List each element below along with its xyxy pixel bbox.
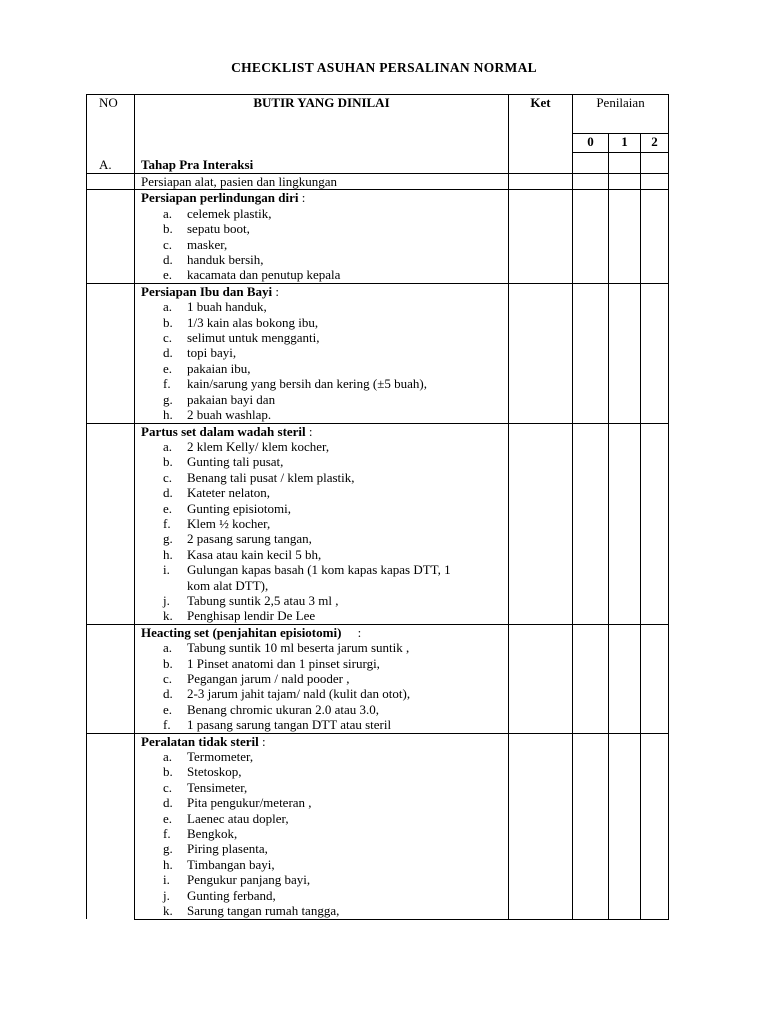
section-title-suffix: : [341, 624, 362, 640]
list-item-text: Benang chromic ukuran 2.0 atau 3.0, [187, 701, 380, 717]
section-title-suffix: : [305, 423, 313, 439]
stage-title: Tahap Pra Interaksi [135, 153, 509, 174]
list-item-marker: a. [163, 205, 173, 221]
row-ket-cell [509, 733, 573, 919]
row-score-2-cell[interactable] [641, 190, 669, 283]
row-content-cell [135, 733, 509, 919]
row-score-2-cell[interactable] [641, 283, 669, 423]
section-title: Partus set dalam wadah steril [141, 423, 306, 439]
list-item-text: Sarung tangan rumah tangga, [187, 903, 340, 919]
list-item-marker: d. [163, 485, 173, 501]
row-number-cell [87, 624, 135, 733]
row-score-0-cell[interactable] [573, 174, 609, 190]
stage-score-2-cell[interactable] [641, 153, 669, 174]
list-item [141, 780, 508, 795]
section-title-suffix: : [298, 190, 306, 206]
list-item-text: masker, [187, 236, 228, 252]
list-item-marker: k. [163, 903, 173, 919]
list-item [141, 811, 508, 826]
list-item-marker: c. [163, 236, 173, 252]
list-item [141, 361, 508, 376]
list-item-marker: b. [163, 314, 173, 330]
item-list [141, 749, 508, 918]
list-item-marker: b. [163, 655, 173, 671]
list-item [141, 376, 508, 391]
score-header-0: 0 [573, 134, 609, 153]
list-item-text: kain/sarung yang bersih dan kering (±5 buah), [187, 376, 427, 392]
header-penilaian: Penilaian [573, 95, 669, 134]
list-item-text: pakaian bayi dan [187, 391, 276, 407]
list-item-marker: i. [163, 872, 170, 888]
list-item-text: Klem ½ kocher, [187, 515, 271, 531]
list-item [141, 206, 508, 221]
row-score-2-cell[interactable] [641, 733, 669, 919]
row-plain-text: Persiapan alat, pasien dan lingkungan [141, 174, 338, 189]
list-item-marker: g. [163, 391, 173, 407]
list-item [141, 717, 508, 732]
section-heading [141, 284, 508, 299]
list-item-text: 2 klem Kelly/ klem kocher, [187, 438, 330, 454]
list-item-marker: a. [163, 299, 173, 315]
list-item-text: Tabung suntik 10 ml beserta jarum suntik , [187, 640, 410, 656]
row-ket-cell [509, 624, 573, 733]
list-item-text: Tensimeter, [187, 779, 248, 795]
row-score-2-cell[interactable] [641, 174, 669, 190]
list-item-marker: i. [163, 562, 170, 578]
section-title-suffix: : [258, 733, 266, 749]
list-item-marker: h. [163, 546, 173, 562]
list-item-marker: h. [163, 856, 173, 872]
checklist-row [87, 624, 669, 733]
row-number-cell [87, 174, 135, 190]
list-item [141, 640, 508, 655]
item-list [141, 299, 508, 422]
list-item [141, 857, 508, 872]
list-item-text: sepatu boot, [187, 221, 250, 237]
row-number-cell [87, 733, 135, 919]
list-item-marker: c. [163, 671, 173, 686]
list-item-text: Kateter nelaton, [187, 485, 271, 501]
checklist-row [87, 190, 669, 283]
list-item-text: Termometer, [187, 749, 254, 765]
section-heading [141, 424, 508, 439]
list-item [141, 593, 508, 608]
list-item-marker: a. [163, 438, 173, 454]
list-item-marker: d. [163, 345, 173, 361]
list-item-marker: f. [163, 376, 171, 392]
list-item [141, 795, 508, 810]
page-title: CHECKLIST ASUHAN PERSALINAN NORMAL [231, 60, 537, 75]
section-heading [141, 734, 508, 749]
list-item-text: 2 pasang sarung tangan, [187, 531, 312, 547]
row-content-cell [135, 624, 509, 733]
list-item-text: celemek plastik, [187, 205, 272, 221]
row-content-cell [135, 283, 509, 423]
row-ket-cell [509, 174, 573, 190]
list-item [141, 702, 508, 717]
row-ket-cell [509, 190, 573, 283]
row-number-cell [87, 283, 135, 423]
header-row [87, 95, 669, 134]
section-heading [141, 190, 508, 205]
stage-ket-cell [509, 153, 573, 174]
list-item-marker: d. [163, 252, 173, 268]
item-list [141, 439, 508, 624]
list-item-text: 1 buah handuk, [187, 299, 267, 315]
score-header-1: 1 [609, 134, 641, 153]
list-item [141, 608, 508, 623]
list-item [141, 392, 508, 407]
row-score-1-cell[interactable] [609, 190, 641, 283]
stage-score-1-cell[interactable] [609, 153, 641, 174]
header-ket: Ket [509, 95, 573, 153]
list-item-text: Timbangan bayi, [187, 856, 275, 872]
checklist-row [87, 733, 669, 919]
list-item-marker: e. [163, 267, 173, 283]
item-list [141, 640, 508, 732]
list-item-text: Pegangan jarum / nald pooder , [187, 671, 350, 686]
list-item-marker: c. [163, 779, 173, 795]
row-score-1-cell[interactable] [609, 174, 641, 190]
list-item-marker: d. [163, 686, 173, 702]
list-item [141, 841, 508, 856]
list-item [141, 686, 508, 701]
list-item-text: 1/3 kain alas bokong ibu, [187, 314, 319, 330]
list-item-text: Gunting episiotomi, [187, 500, 291, 516]
list-item [141, 454, 508, 469]
header-no: NO [87, 95, 135, 153]
list-item [141, 267, 508, 282]
list-item-marker: f. [163, 515, 171, 531]
list-item-marker: j. [163, 592, 170, 608]
list-item-marker: d. [163, 795, 173, 811]
row-score-0-cell[interactable] [573, 423, 609, 624]
checklist-row [87, 283, 669, 423]
list-item-text: pakaian ibu, [187, 360, 251, 376]
header-butir: BUTIR YANG DINILAI [135, 95, 509, 153]
list-item-marker: e. [163, 701, 173, 717]
list-item [141, 516, 508, 531]
list-item [141, 578, 508, 593]
row-score-0-cell[interactable] [573, 624, 609, 733]
section-title: Persiapan Ibu dan Bayi [141, 283, 273, 299]
list-item-text: Gunting ferband, [187, 887, 276, 903]
list-item [141, 299, 508, 314]
list-item-marker: g. [163, 531, 173, 547]
list-item [141, 671, 508, 686]
checklist-row [87, 423, 669, 624]
list-item-marker: j. [163, 887, 170, 903]
list-item [141, 764, 508, 779]
list-item-text: Penghisap lendir De Lee [187, 608, 316, 624]
list-item [141, 252, 508, 267]
list-item [141, 345, 508, 360]
list-item-marker: f. [163, 826, 171, 842]
section-heading [141, 625, 508, 640]
row-number-cell [87, 190, 135, 283]
list-item-text: Gulungan kapas basah (1 kom kapas kapas DTT, 1 [187, 562, 451, 578]
list-item [141, 315, 508, 330]
list-item [141, 531, 508, 546]
list-item [141, 485, 508, 500]
row-score-2-cell[interactable] [641, 624, 669, 733]
list-item-marker: e. [163, 500, 173, 516]
list-item-text: kom alat DTT), [187, 577, 269, 593]
list-item [141, 872, 508, 887]
list-item [141, 903, 508, 918]
list-item-text: Laenec atau dopler, [187, 810, 289, 826]
checklist-row [87, 174, 669, 190]
list-item-text: Tabung suntik 2,5 atau 3 ml , [187, 592, 339, 608]
list-item [141, 439, 508, 454]
list-item-marker: a. [163, 640, 173, 656]
list-item-text: Piring plasenta, [187, 841, 268, 857]
list-item-text: 1 Pinset anatomi dan 1 pinset sirurgi, [187, 655, 380, 671]
list-item-marker: g. [163, 841, 173, 857]
list-item-marker: h. [163, 407, 173, 423]
item-list [141, 206, 508, 283]
list-item-text: 2-3 jarum jahit tajam/ nald (kulit dan otot), [187, 686, 411, 702]
list-item-marker: k. [163, 608, 173, 624]
list-item-text: selimut untuk mengganti, [187, 330, 320, 346]
list-item-text: Pita pengukur/meteran , [187, 795, 312, 811]
list-item-text: Pengukur panjang bayi, [187, 872, 311, 888]
list-item-text: handuk bersih, [187, 252, 264, 268]
stage-row [87, 153, 669, 174]
list-item [141, 221, 508, 236]
section-title: Persiapan perlindungan diri [141, 190, 299, 206]
list-item-marker: c. [163, 330, 173, 346]
row-content-cell [135, 190, 509, 283]
row-ket-cell [509, 283, 573, 423]
row-score-1-cell[interactable] [609, 733, 641, 919]
list-item [141, 656, 508, 671]
list-item-marker: a. [163, 749, 173, 765]
row-number-cell [87, 423, 135, 624]
row-content-cell [135, 174, 509, 190]
row-ket-cell [509, 423, 573, 624]
list-item-text: topi bayi, [187, 345, 237, 361]
list-item-text: Gunting tali pusat, [187, 454, 284, 470]
section-title: Heacting set (penjahitan episiotomi) [141, 624, 342, 640]
row-score-1-cell[interactable] [609, 283, 641, 423]
list-item-marker: b. [163, 764, 173, 780]
list-item-marker: f. [163, 717, 171, 733]
row-score-1-cell[interactable] [609, 624, 641, 733]
row-score-0-cell[interactable] [573, 283, 609, 423]
list-item [141, 547, 508, 562]
list-item-marker: e. [163, 810, 173, 826]
row-score-2-cell[interactable] [641, 423, 669, 624]
section-title-suffix: : [272, 283, 279, 299]
list-item [141, 237, 508, 252]
list-item-text: Bengkok, [187, 826, 238, 842]
list-item [141, 562, 508, 577]
checklist-table [86, 94, 669, 920]
list-item [141, 749, 508, 764]
section-title: Peralatan tidak steril [141, 733, 259, 749]
list-item-text: kacamata dan penutup kepala [187, 267, 341, 283]
list-item-marker: b. [163, 454, 173, 470]
row-score-0-cell[interactable] [573, 733, 609, 919]
list-item-text: 2 buah washlap. [187, 407, 272, 423]
row-content-cell [135, 423, 509, 624]
stage-number: A. [87, 153, 135, 174]
list-item-text: Kasa atau kain kecil 5 bh, [187, 546, 322, 562]
list-item-text: 1 pasang sarung tangan DTT atau steril [187, 717, 392, 733]
list-item [141, 888, 508, 903]
list-item-marker: b. [163, 221, 173, 237]
list-item-text: Benang tali pusat / klem plastik, [187, 469, 355, 485]
score-header-2: 2 [641, 134, 669, 153]
list-item [141, 470, 508, 485]
list-item-text: Stetoskop, [187, 764, 242, 780]
list-item [141, 501, 508, 516]
list-item [141, 330, 508, 345]
list-item [141, 826, 508, 841]
list-item [141, 407, 508, 422]
list-item-marker: e. [163, 360, 173, 376]
list-item-marker: c. [163, 469, 173, 485]
row-score-0-cell[interactable] [573, 190, 609, 283]
row-score-1-cell[interactable] [609, 423, 641, 624]
stage-score-0-cell[interactable] [573, 153, 609, 174]
